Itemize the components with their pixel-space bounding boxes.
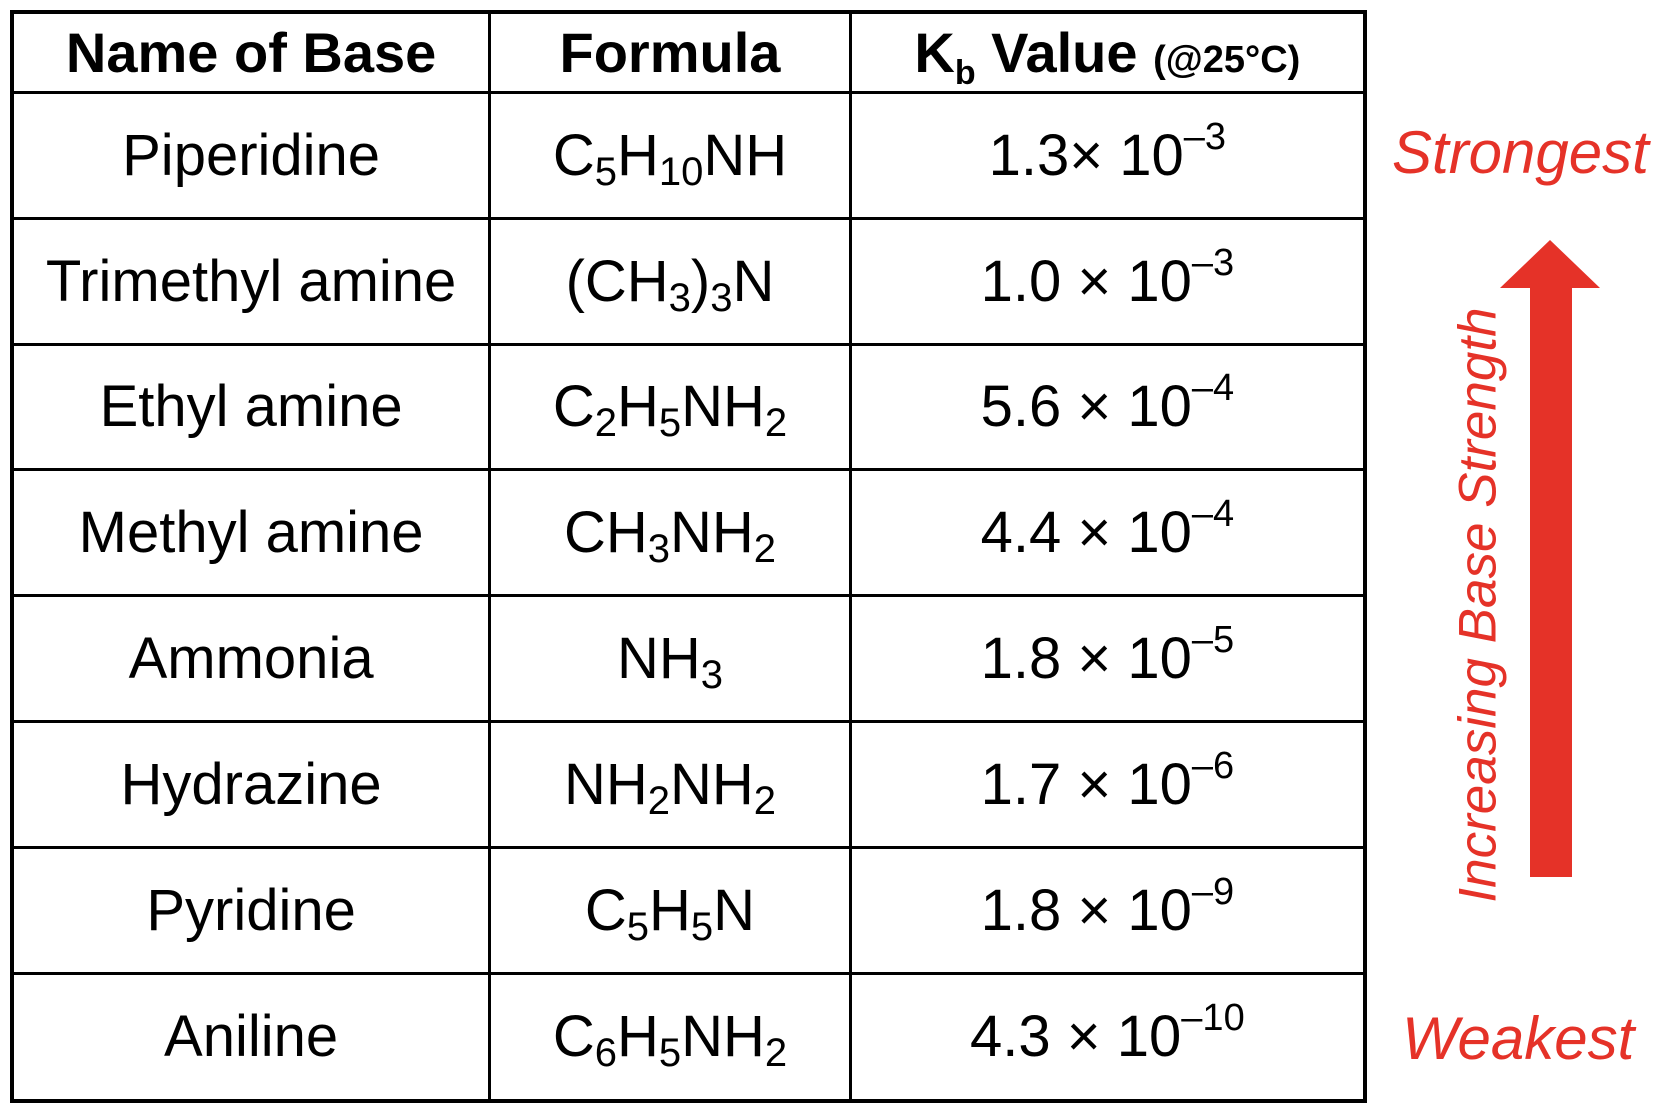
kb-base: 10 — [1111, 374, 1192, 440]
kb-exponent: –6 — [1191, 744, 1235, 787]
kb-value-cell — [850, 721, 1365, 847]
formula-cell — [490, 344, 851, 470]
formula-text: H — [649, 877, 691, 943]
table-row — [12, 847, 1365, 973]
kb-values-table — [10, 10, 1367, 1103]
kb-exponent: –3 — [1183, 115, 1227, 158]
formula-text: C — [584, 877, 627, 943]
formula-subscript: 2 — [753, 778, 776, 823]
table-row — [12, 596, 1365, 722]
header-formula: Formula — [490, 12, 851, 93]
base-name-cell: Trimethyl amine — [12, 218, 490, 344]
formula-text: C — [552, 1004, 595, 1070]
kb-exponent: –4 — [1191, 367, 1235, 410]
formula-subscript: 6 — [594, 1031, 617, 1076]
kb-mantissa: 1.0 × — [980, 248, 1112, 314]
formula-text: CH — [563, 500, 648, 566]
kb-exponent: –9 — [1191, 870, 1235, 913]
formula-cell — [490, 470, 851, 596]
table-body — [12, 93, 1365, 1102]
formula-subscript: 3 — [668, 275, 691, 320]
kb-mantissa: 1.7 × — [980, 751, 1112, 817]
formula-subscript: 3 — [700, 653, 723, 698]
table-row — [12, 973, 1365, 1101]
formula-subscript: 5 — [658, 1031, 682, 1076]
formula-cell — [490, 973, 851, 1101]
header-row — [12, 12, 1365, 93]
formula-subscript: 3 — [710, 275, 733, 320]
formula-text: NH — [703, 122, 788, 188]
table-row — [12, 344, 1365, 470]
increasing-base-strength-label: Increasing Base Strength — [1448, 307, 1508, 903]
kb-base: 10 — [1111, 751, 1192, 817]
arrow-shaft — [1530, 286, 1572, 877]
kb-mantissa: 5.6 × — [980, 374, 1112, 440]
kb-exponent: –10 — [1181, 997, 1245, 1040]
strongest-label: Strongest — [1392, 119, 1649, 186]
formula-text: C — [552, 374, 595, 440]
base-name-cell: Ammonia — [12, 596, 490, 722]
kb-exponent: –4 — [1191, 493, 1235, 536]
formula-text: NH — [616, 626, 701, 692]
formula-cell — [490, 847, 851, 973]
formula-subscript: 5 — [658, 401, 682, 446]
header-kb-letter: K — [914, 21, 955, 84]
formula-subscript: 5 — [690, 904, 714, 949]
formula-subscript: 10 — [658, 149, 704, 194]
header-kb-subscript: b — [954, 54, 976, 92]
header-kb-value-text: Value — [975, 21, 1138, 84]
formula-subscript: 3 — [647, 527, 670, 572]
kb-exponent: –5 — [1191, 619, 1235, 662]
table-row — [12, 218, 1365, 344]
kb-mantissa: 4.3 × — [970, 1004, 1101, 1070]
kb-value-cell — [850, 93, 1365, 219]
kb-base: 10 — [1111, 877, 1192, 943]
kb-base: 10 — [1111, 248, 1192, 314]
base-name-cell: Hydrazine — [12, 721, 490, 847]
up-arrow-icon — [1500, 240, 1600, 880]
formula-text: NH — [563, 751, 648, 817]
kb-base: 10 — [1111, 626, 1192, 692]
header-kb-value — [850, 12, 1365, 93]
kb-value-cell — [850, 470, 1365, 596]
formula-cell — [490, 721, 851, 847]
kb-base: 10 — [1103, 122, 1184, 188]
formula-subscript: 2 — [647, 778, 670, 823]
formula-text: C — [552, 122, 595, 188]
kb-value-cell — [850, 218, 1365, 344]
header-temperature: (@25°C) — [1153, 39, 1301, 81]
kb-exponent: –3 — [1191, 241, 1235, 284]
formula-text: H — [616, 1004, 659, 1070]
kb-mantissa: 4.4 × — [980, 500, 1112, 566]
formula-text: ) — [690, 248, 711, 314]
formula-cell — [490, 596, 851, 722]
kb-value-cell — [850, 344, 1365, 470]
formula-subscript: 2 — [594, 401, 617, 446]
formula-text: NH — [669, 751, 754, 817]
formula-text: H — [616, 374, 659, 440]
kb-value-cell — [850, 973, 1365, 1101]
weakest-label: Weakest — [1402, 1005, 1635, 1072]
formula-text: NH — [669, 500, 754, 566]
kb-mantissa: 1.8 × — [980, 626, 1112, 692]
formula-cell — [490, 218, 851, 344]
formula-text: N — [732, 248, 775, 314]
kb-value-cell — [850, 596, 1365, 722]
table-row — [12, 93, 1365, 219]
formula-text: NH — [681, 374, 765, 440]
kb-mantissa: 1.3× — [988, 122, 1104, 188]
table-row — [12, 470, 1365, 596]
formula-cell — [490, 93, 851, 219]
formula-text: H — [616, 122, 659, 188]
header-name-of-base: Name of Base — [12, 12, 490, 93]
formula-subscript: 2 — [764, 401, 788, 446]
formula-subscript: 2 — [764, 1031, 788, 1076]
formula-text: N — [713, 877, 756, 943]
kb-mantissa: 1.8 × — [980, 877, 1112, 943]
arrow-head — [1500, 240, 1600, 288]
table-row — [12, 721, 1365, 847]
base-name-cell: Pyridine — [12, 847, 490, 973]
formula-subscript: 2 — [753, 527, 776, 572]
formula-subscript: 5 — [594, 149, 617, 194]
formula-subscript: 5 — [626, 904, 650, 949]
base-name-cell: Piperidine — [12, 93, 490, 219]
formula-text: (CH — [565, 248, 669, 314]
kb-base: 10 — [1100, 1004, 1182, 1070]
base-name-cell: Aniline — [12, 973, 490, 1101]
kb-base: 10 — [1111, 500, 1192, 566]
kb-value-cell — [850, 847, 1365, 973]
base-name-cell: Methyl amine — [12, 470, 490, 596]
formula-text: NH — [681, 1004, 765, 1070]
base-name-cell: Ethyl amine — [12, 344, 490, 470]
